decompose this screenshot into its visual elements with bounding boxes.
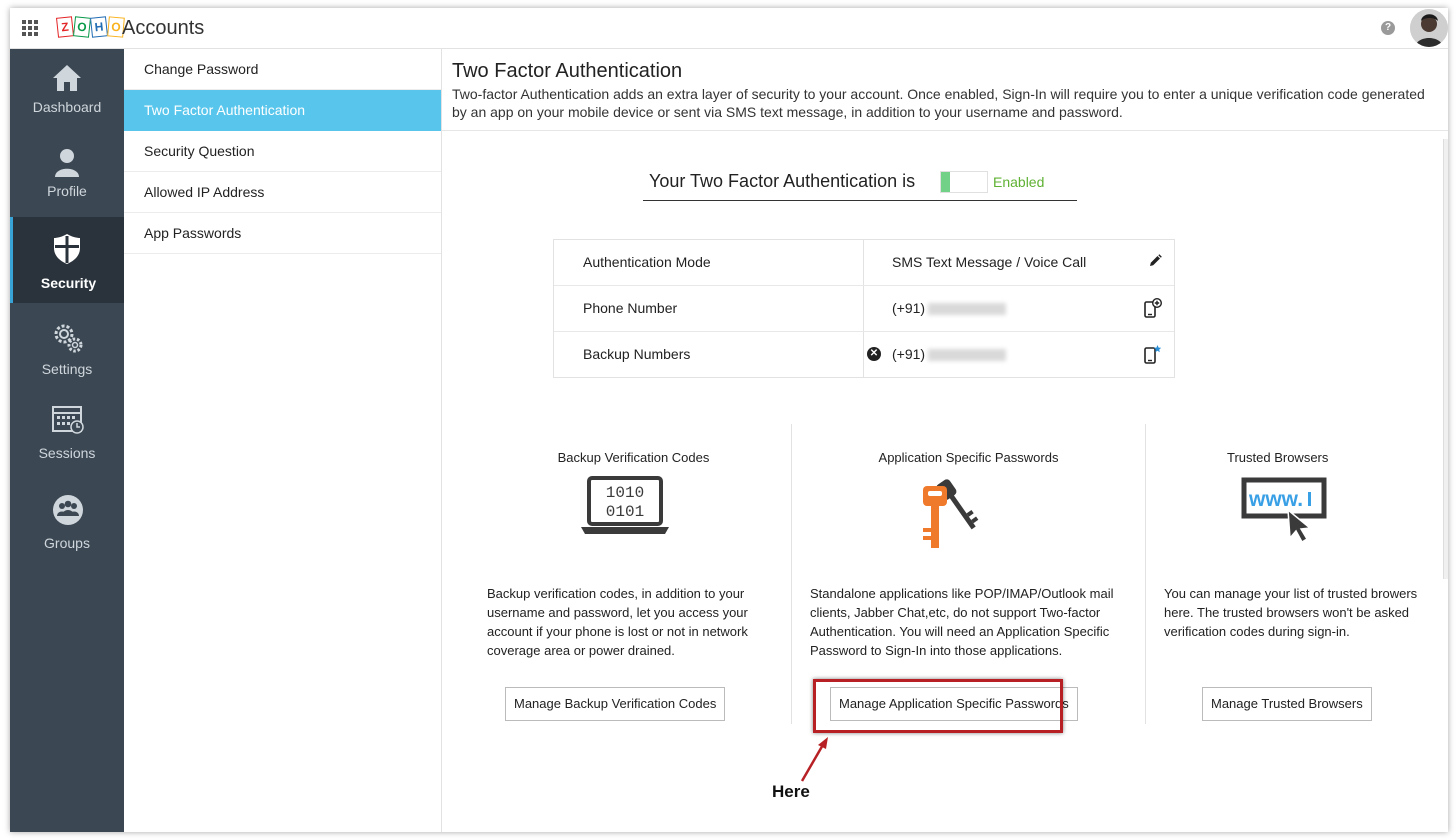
card-title: Trusted Browsers — [1227, 450, 1329, 465]
nav-item-settings[interactable] — [10, 305, 124, 391]
svg-text:1010: 1010 — [605, 484, 645, 502]
status-text: Your Two Factor Authentication is — [649, 171, 916, 191]
card-description: Standalone applications like POP/IMAP/Outlook mail clients, Jabber Chat,etc, do not support Two-factor Authentication. You will need an Application Specific Password to Sign-In into those applications. — [810, 586, 1114, 658]
avatar[interactable] — [1410, 9, 1448, 47]
nav-label: Sessions — [38, 445, 96, 461]
redacted-number — [928, 303, 1006, 315]
card-description: Backup verification codes, in addition to your username and password, let you access your account if your phone is lost or not in network coverage area or power drained. — [487, 586, 748, 658]
submenu-allowed-ip-address[interactable]: Allowed IP Address — [124, 172, 441, 213]
svg-text:0101: 0101 — [605, 503, 645, 521]
backup-phone-icon[interactable] — [1144, 344, 1162, 364]
nav-item-dashboard[interactable] — [10, 49, 124, 133]
card-title: Backup Verification Codes — [557, 450, 710, 465]
keys-icon — [909, 474, 979, 554]
manage-trusted-browsers-button[interactable]: Manage Trusted Browsers — [1202, 687, 1372, 721]
nav-label: Security — [40, 275, 97, 291]
row-label: Authentication Mode — [554, 240, 864, 285]
row-label: Backup Numbers — [554, 332, 864, 377]
nav-item-groups[interactable] — [10, 479, 124, 565]
group-icon — [51, 493, 85, 527]
row-value-cell — [864, 286, 1174, 331]
remove-circle-icon[interactable]: ✕ — [867, 347, 881, 361]
home-icon — [51, 63, 83, 93]
nav-label: Groups — [44, 535, 90, 551]
left-nav — [10, 49, 124, 832]
row-value-cell — [864, 332, 1174, 377]
table-row — [554, 332, 1174, 377]
edit-pencil-icon[interactable] — [1148, 254, 1162, 268]
calendar-icon — [51, 403, 85, 435]
row-value: (+91) — [892, 300, 926, 316]
app-passwords-card — [792, 424, 1145, 740]
toggle-knob — [941, 172, 950, 192]
submenu-two-factor-authentication[interactable]: Two Factor Authentication — [124, 90, 441, 131]
logo-letter: H — [90, 16, 108, 38]
nav-label: Dashboard — [32, 99, 102, 115]
card-title: Application Specific Passwords — [878, 450, 1059, 465]
manage-app-passwords-button[interactable]: Manage Application Specific Passwords — [830, 687, 1078, 721]
gears-icon — [51, 321, 85, 355]
logo-letter: O — [107, 16, 125, 37]
page-title: Two Factor Authentication — [452, 60, 683, 82]
annotation-arrow-icon — [792, 735, 832, 785]
help-icon[interactable]: ? — [1381, 21, 1395, 35]
nav-label: Profile — [47, 183, 87, 199]
submenu-security-question[interactable]: Security Question — [124, 131, 441, 172]
logo-letter: O — [73, 16, 91, 38]
redacted-number — [928, 349, 1006, 361]
status-value: Enabled — [993, 174, 1045, 190]
row-value: (+91) — [892, 346, 926, 362]
top-bar — [10, 8, 1448, 49]
nav-item-security[interactable] — [10, 217, 124, 303]
zoho-logo[interactable] — [57, 17, 125, 37]
row-value-cell — [864, 240, 1174, 285]
backup-codes-card — [442, 424, 791, 740]
auth-details-table — [553, 239, 1175, 378]
annotation-label: Here — [772, 782, 810, 801]
main-content — [442, 49, 1448, 832]
tfa-status — [643, 169, 1077, 201]
nav-item-sessions[interactable] — [10, 391, 124, 477]
table-row — [554, 240, 1174, 286]
app-grid-icon[interactable] — [22, 20, 38, 36]
trusted-browsers-card — [1146, 424, 1448, 740]
logo-letter: Z — [56, 16, 74, 38]
nav-label: Settings — [41, 361, 93, 377]
submenu-app-passwords[interactable]: App Passwords — [124, 213, 441, 254]
tfa-toggle[interactable] — [940, 171, 988, 193]
manage-backup-codes-button[interactable]: Manage Backup Verification Codes — [505, 687, 725, 721]
table-row — [554, 286, 1174, 332]
nav-item-profile[interactable] — [10, 133, 124, 217]
user-icon — [51, 147, 83, 177]
security-submenu — [124, 49, 442, 832]
app-title: Accounts — [122, 17, 205, 39]
app-window — [10, 8, 1448, 832]
page-description: Two-factor Authentication adds an extra layer of security to your account. Once enabled, Sign-In will require you to enter a unique verification code generated by an app on your mobile device or sent via SMS text message, in addition to your username and password. — [452, 86, 1425, 120]
page-header — [442, 49, 1448, 131]
submenu-change-password[interactable]: Change Password — [124, 49, 441, 90]
shield-icon — [51, 233, 83, 265]
card-description: You can manage your list of trusted browers here. The trusted browsers won't be asked verification codes during sign-in. — [1164, 586, 1418, 639]
add-phone-icon[interactable] — [1144, 298, 1162, 318]
row-value: SMS Text Message / Voice Call — [892, 254, 1087, 270]
svg-text:www.: www. — [1249, 488, 1304, 511]
scrollbar[interactable] — [1443, 139, 1448, 579]
laptop-code-icon — [579, 476, 671, 536]
tfa-options — [442, 424, 1448, 740]
www-browser-icon — [1240, 476, 1332, 546]
user-photo-icon — [1410, 9, 1448, 47]
row-label: Phone Number — [554, 286, 864, 331]
